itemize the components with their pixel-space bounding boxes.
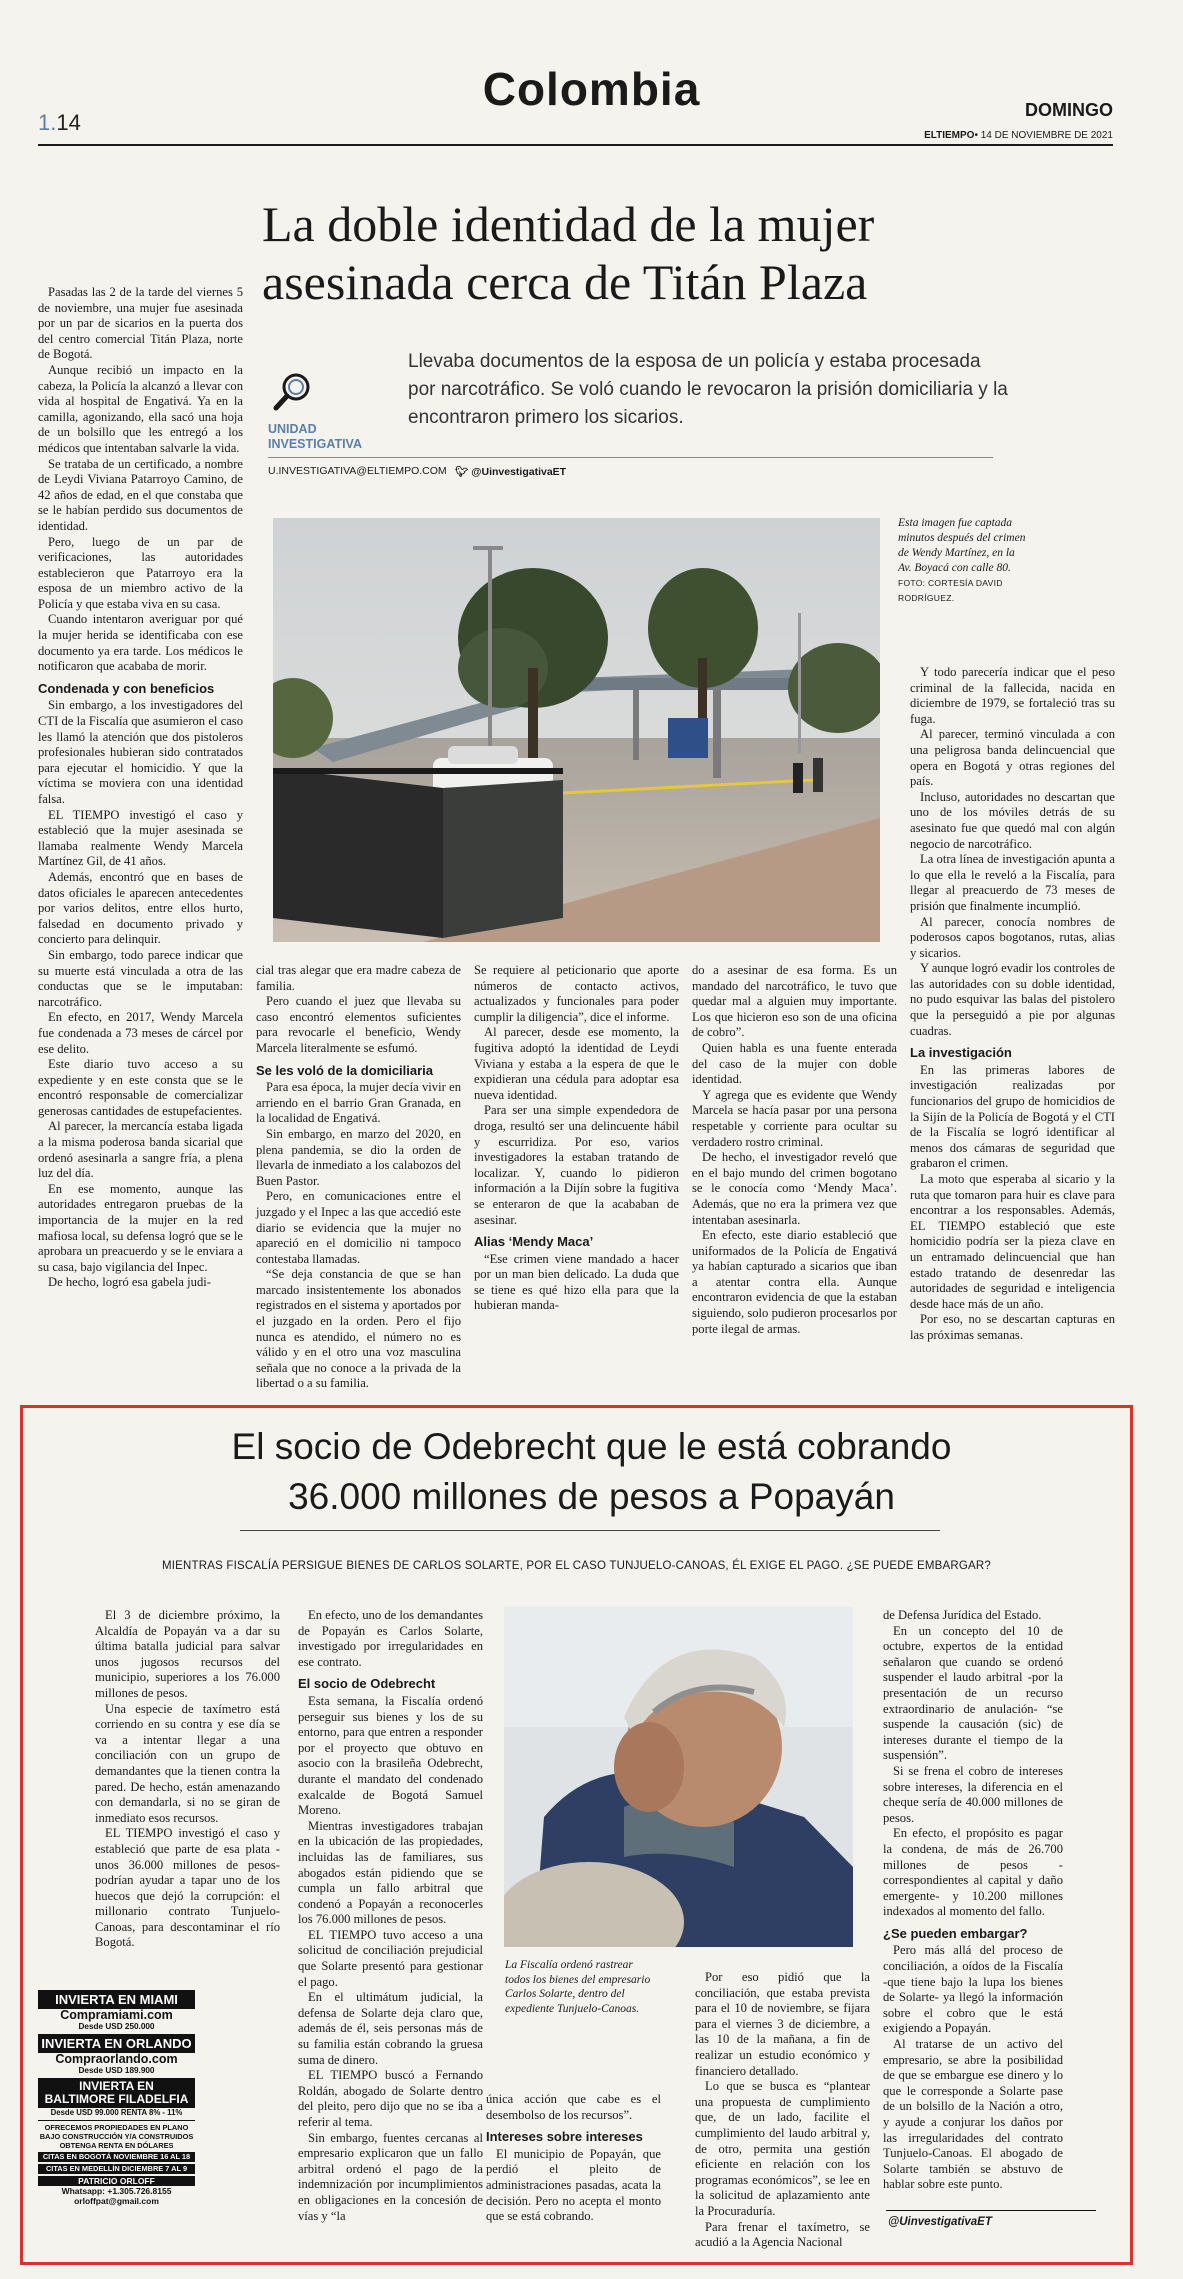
paragraph: Pasadas las 2 de la tarde del viernes 5 de noviembre, una mujer fue asesinada por un par de sicarios en la puerta dos del centro comercial Titán Plaza, norte de Bogotá. [38, 285, 243, 362]
paragraph: Al parecer, conocía nombres de poderosos capos bogotanos, rutas, alias y sicarios. [910, 914, 1115, 960]
paragraph: Aunque recibió un impacto en la cabeza, la Policía la alcanzó a llevar con vida al hospital de Engativá. Ya en la camilla, agonizando, ella sacó una hoja de un bolsillo que les entregó a los médicos que intentaban salvarle la vida. [38, 362, 243, 455]
caption-text: Esta imagen fue captada minutos después del crimen de Wendy Martínez, en la Av. Boyacá con calle 80. [898, 517, 1026, 574]
paragraph: En las primeras labores de investigación realizadas por funcionarios del grupo de homicidios de la Sijín de la Policía de Bogotá y el CTI de la Fiscalía se logró identificar al menos dos cámaras de seguridad que grabaron el crimen. [910, 1062, 1115, 1171]
paragraph: “Ese crimen viene mandado a hacer por un man bien delicado. La duda que se tiene es qué hizo ella para que la hubieran manda- [474, 1251, 679, 1313]
ad-whatsapp[interactable]: Whatsapp: +1.305.726.8155 [61, 2186, 172, 2196]
signature-rule [886, 2210, 1096, 2211]
subheading: El socio de Odebrecht [298, 1676, 436, 1692]
paragraph: De hecho, el investigador reveló que en el bajo mundo del crimen bogotano se le conocía como ‘Mendy Maca’. Además, que no era la primera vez que intentaban asesinarla. [692, 1150, 897, 1227]
box-rule [240, 1530, 940, 1531]
ad-bogota-dates: CITAS EN BOGOTÁ NOVIEMBRE 16 AL 18 [38, 2152, 195, 2162]
ad-baltimore-line: INVIERTA EN [79, 2079, 154, 2093]
page-number: 1.14 [38, 110, 81, 135]
ad-baltimore-line: BALTIMORE FILADELFIA [44, 2092, 189, 2106]
paragraph: Pero cuando el juez que llevaba su caso encontró elementos suficientes para revocarle el beneficio, Wendy Marcela literalmente se esfumó. [256, 994, 461, 1055]
ad-orlando-site[interactable]: Compraorlando.com [55, 2052, 178, 2066]
paragraph: cial tras alegar que era madre cabeza de familia. [256, 963, 461, 993]
paragraph: Sin embargo, fuentes cercanas al empresario explicaron que un fallo arbitral ordenó el pago de la indemnización por incumplimientos en obligaciones en la concesión de vías y “la [298, 2130, 483, 2223]
subheading: Condenada y con beneficios [38, 680, 215, 696]
paragraph: Por eso, no se descartan capturas en las próximas semanas. [910, 1312, 1115, 1342]
subheading: Se les voló de la domiciliaria [256, 1062, 434, 1078]
paragraph: Al parecer, la mercancía estaba ligada a la misma poderosa banda sicarial que ordenó asesinarla a sangre fría, a plena luz del día. [38, 1119, 243, 1181]
paragraph: Pero más allá del proceso de conciliación, a oídos de la Fiscalía -que tiene bajo la lupa los bienes de Solarte- ya llegó la información sobre el cobro que le está exigiendo a Popayán. [883, 1943, 1063, 2036]
paragraph: Incluso, autoridades no descartan que uno de los móviles detrás de su asesinato fue que quedó mal con algún negocio de narcotráfico. [910, 789, 1115, 851]
subheading: Intereses sobre intereses [486, 2129, 643, 2145]
article-standfirst: Llevaba documentos de la esposa de un policía y estaba procesada por narcotráfico. Se voló cuando le revocaron la prisión domiciliaria y la encontraron primero los sicarios. [408, 351, 1008, 428]
real-estate-ad [38, 1990, 195, 2252]
paragraph: EL TIEMPO buscó a Fernando Roldán, abogado de Solarte dentro del pleito, pero dijo que no se iba a referir al tema. [298, 2068, 483, 2129]
paragraph: Al parecer, terminó vinculada a con una peligrosa banda delincuencial que opera en Bogotá y otras regiones del país. [910, 727, 1115, 789]
ad-email[interactable]: orloffpat@gmail.com [74, 2196, 159, 2206]
paragraph: Esta semana, la Fiscalía ordenó perseguir sus bienes y los de su entorno, para que entren a responder por el proyecto que obtuvo en asocio con la brasileña Odebrecht, durante el mandato del condenado exalcalde de Bogotá Samuel Moreno. [298, 1693, 483, 1818]
paragraph: Cuando intentaron averiguar por qué la mujer herida se identificaba con ese documento ya era tarde. Los médicos le notificaron que acababa de morir. [38, 612, 243, 674]
paragraph: De hecho, logró esa gabela judi- [48, 1275, 211, 1290]
box-headline [60, 1422, 1123, 1522]
article-column-3 [474, 963, 679, 1314]
photo-caption [898, 516, 1028, 606]
header-rule [38, 144, 1113, 146]
paragraph: En ese momento, aunque las autoridades entregaron pruebas de la importancia de la mujer en la red mafiosa local, su defensa logró que se le aprobara un preacuerdo y se le enviara a su casa, bajo vigilancia del Inpec. [38, 1181, 243, 1274]
paragraph: En un concepto del 10 de octubre, expertos de la entidad señalaron que cuando se ordenó suspender el laudo arbitral -por la presentación de un recurso extraordinario de anulación- “se suspende la causación (sic) de intereses durante el tiempo de la suspensión”. [883, 1623, 1063, 1763]
unit-label-line: UNIDAD [268, 422, 317, 436]
ad-offer-line: BAJO CONSTRUCCIÓN Y/A CONSTRUIDOS [39, 2132, 194, 2141]
ad-baltimore-title [38, 2078, 195, 2108]
byline-rule [268, 457, 993, 458]
headline-line: asesinada cerca de Titán Plaza [262, 254, 868, 310]
paragraph: Y todo parecería indicar que el peso criminal de la fallecida, nacida en diciembre de 1979, se fortaleció tras su fuga. [910, 665, 1115, 726]
article-column-4 [692, 963, 897, 1337]
paragraph: Para esa época, la mujer decía vivir en arriendo en el barrio Gran Granada, en la localidad de Engativá. [256, 1080, 461, 1126]
paragraph: El municipio de Popayán, que perdió el pleito de administraciones pasadas, acata la decisión. Pero no acepta el monto que se está cobrando. [486, 2146, 661, 2224]
solarte-photo [504, 1607, 853, 1947]
paragraph: Lo que se busca es “plantear una propuesta de cumplimiento que, de un lado, facilite el cumplimiento del laudo arbitral y, de otro, permita una gestión eficiente en relación con los programas económicos”, se lee en la solicitud de aplazamiento ante la Procuraduría. [695, 2079, 870, 2218]
paragraph: Por eso pidió que la conciliación, que estaba prevista para el 10 de noviembre, se fijara para el viernes 3 de diciembre, a las 10 de la mañana, a fin de realizar un estudio económico y financiero detallado. [695, 1970, 870, 2078]
ad-contact-name: PATRICIO ORLOFF [38, 2176, 195, 2186]
ad-miami-price: Desde USD 250.000 [78, 2022, 155, 2031]
box-column-3 [486, 2092, 661, 2225]
paragraph: Se trataba de un certificado, a nombre de Leydi Viviana Patarroyo Camino, de 42 años de edad, en el que constaba que se le habían perdido sus documentos de identidad. [38, 456, 243, 533]
ad-orlando-title: INVIERTA EN ORLANDO [38, 2034, 195, 2053]
crime-scene-photo [273, 518, 880, 942]
paragraph: Si se frena el cobro de intereses sobre intereses, la diferencia en el cheque sería de 40.000 millones de pesos. [883, 1763, 1063, 1825]
paragraph: Al parecer, desde ese momento, la fugitiva adoptó la identidad de Leydi Viviana y estaba a la espera de que le expidieran una cédula para adoptar esa nueva identidad. [474, 1025, 679, 1102]
paragraph: Y aunque logró evadir los controles de las autoridades con su doble identidad, no pudo esquivar las balas del pistolero que la perseguidó a pie por algunas cuadras. [910, 961, 1115, 1038]
unit-label [268, 422, 362, 452]
paragraph: EL TIEMPO investigó el caso y estableció que la mujer asesinada se llamaba realmente Wendy Marcela Martínez Gil, de 41 años. [38, 807, 243, 869]
article-column-5 [910, 665, 1115, 1344]
photo-credit: FOTO: CORTESÍA DAVID RODRÍGUEZ. [898, 578, 1003, 603]
paragraph: Pero, en comunicaciones entre el juzgado y el Inpec a las que accedió este diario se evidencia que la mujer no apareció en el domicilio ni tampoco contestaba llamadas. [256, 1189, 461, 1266]
ad-baltimore-price: Desde USD 99.000 RENTA 8% - 11% [50, 2108, 183, 2117]
paragraph: Sin embargo, a los investigadores del CTI de la Fiscalía que asumieron el caso les llamó la atención que dos pistoleros profesionales hubieran sido contratados para ejecutar el homicidio. Y que la víctima se moviera con una identidad falsa. [38, 698, 243, 806]
paragraph: Sin embargo, en marzo del 2020, en plena pandemia, se dio la orden de llevarla de inmediato a los calabozos del Buen Pastor. [256, 1126, 461, 1188]
paragraph: única acción que cabe es el desembolso de los recursos”. [486, 2092, 661, 2122]
headline-line: El socio de Odebrecht que le está cobrando [231, 1426, 952, 1467]
paragraph: Una especie de taxímetro está corriendo en su contra y ese día se va a intentar llegar a una conciliación con un grupo de demandantes que la tienen contra la pared. De hecho, están amenazando con demandarla, si no se giran de inmediato esos recursos. [95, 1701, 280, 1825]
paragraph: La moto que esperaba al sicario y la ruta que tomaron para huir es clave para encontrar a los responsables. Además, EL TIEMPO estableció que este homicidio podría ser la pieza clave en un entramado delincuencial que han estado tratando de desenredar las autoridades de seguridad e inteligencia desde hace más de un año. [910, 1172, 1115, 1311]
subheading: La investigación [910, 1045, 1012, 1061]
twitter-icon: 🐦︎ [455, 466, 472, 478]
newspaper-name: ELTIEMPO [924, 130, 975, 141]
day-label: DOMINGO [1025, 100, 1113, 120]
paragraph: Para ser una simple expendedora de droga, resultó ser una delincuente hábil y escurridiza. Por eso, varios investigadores la estaban tratando de localizar. Y, cuando lo pidieron información a la Dijín sobre la fugitiva se enteraron de que la acababan de asesinar. [474, 1103, 679, 1227]
paragraph: EL TIEMPO tuvo acceso a una solicitud de conciliación prejudicial que Solarte presentó para gestionar el pago. [298, 1927, 483, 1989]
paragraph: “Se deja constancia de que se han marcado insistentemente los abonados registrados en el sistema y aportados por el juzgado en la orden. Pero el fijo nunca es atendido, el número no es válido y en el otro una voz masculina señala que no conoce a la privada de la libertad o a su familia. [256, 1267, 461, 1391]
box-kicker: MIENTRAS FISCALÍA PERSIGUE BIENES DE CARLOS SOLARTE, POR EL CASO TUNJUELO-CANOAS, ÉL EXIGE EL PAGO. ¿SE PUEDE EMBARGAR? [161, 1560, 991, 1572]
ad-offer-line: OBTENGA RENTA EN DÓLARES [59, 2141, 174, 2150]
paragraph: de Defensa Jurídica del Estado. [883, 1608, 1042, 1622]
box-column-4 [695, 1970, 870, 2251]
twitter-handle: @UinvestigativaET [471, 466, 567, 478]
article-column-1 [38, 285, 243, 1291]
article-headline [262, 195, 1122, 311]
byline-email[interactable]: U.INVESTIGATIVA@ELTIEMPO.COM [268, 465, 447, 477]
paragraph: Para frenar el taxímetro, se acudió a la Agencia Nacional [695, 2219, 870, 2250]
ad-medellin-dates: CITAS EN MEDELLÍN DICIEMBRE 7 AL 9 [38, 2164, 195, 2174]
paragraph: En efecto, uno de los demandantes de Popayán es Carlos Solarte, investigado por irregularidades en ese contrato. [298, 1608, 483, 1669]
subheading: Alias ‘Mendy Maca’ [474, 1234, 594, 1250]
ad-orlando-price: Desde USD 189.900 [78, 2066, 155, 2075]
paragraph: Al tratarse de un activo del empresario, se abre la posibilidad de que se embargue ese dinero y lo que le corresponde a Solarte pase de un bolsillo de la Nación a otro, y ayude a conjurar los daños por las irregularidades del contrato Tunjuelo-Canoas. El abogado de Solarte también se abstuvo de hablar sobre este punto. [883, 2037, 1063, 2192]
date-label: • 14 DE NOVIEMBRE DE 2021 [974, 130, 1113, 141]
paragraph: Este diario tuvo acceso a su expediente y en este consta que se le encontró responsable de comercializar generosas cantidades de estupefacientes. [38, 1057, 243, 1118]
subheading: ¿Se pueden embargar? [883, 1925, 1028, 1941]
box-column-5 [883, 1608, 1063, 2193]
ad-offer-line: OFRECEMOS PROPIEDADES EN PLANO [44, 2123, 189, 2132]
article-column-2 [256, 963, 461, 1392]
ad-rule [38, 2120, 195, 2121]
ad-miami-title: INVIERTA EN MIAMI [38, 1990, 195, 2009]
paragraph: En efecto, en 2017, Wendy Marcela fue condenada a 73 meses de cárcel por ese delito. [38, 1010, 243, 1056]
box-column-2 [298, 1608, 483, 2224]
unit-label-line: INVESTIGATIVA [268, 437, 362, 451]
photo-caption: La Fiscalía ordenó rastrear todos los bienes del empresario Carlos Solarte, dentro del expediente Tunjuelo-Canoas. [505, 1959, 651, 2015]
paragraph: Sin embargo, todo parece indicar que su muerte está vinculada a otra de las conductas que se le imputaban: narcotráfico. [38, 947, 243, 1009]
ad-miami-site[interactable]: Compramiami.com [60, 2008, 173, 2022]
dateline [924, 130, 1113, 141]
section-title: Colombia [482, 63, 701, 115]
paragraph: La otra línea de investigación apunta a lo que ella le reveló a la Fiscalía, para llegar al preacuerdo de 73 meses de prisión que finalmente incumplió. [910, 852, 1115, 913]
box-signature[interactable]: @UinvestigativaET [888, 2216, 992, 2228]
paragraph: EL TIEMPO investigó el caso y estableció que parte de esa plata -unos 36.000 millones de pesos- podrían ayudar a tapar uno de los huecos que dejó la corrupción: el millonario contrato Tunjuelo-Canoas, para descontaminar el río Bogotá. [95, 1826, 280, 1950]
paragraph: El 3 de diciembre próximo, la Alcaldía de Popayán va a dar su última batalla judicial para salvar unos jugosos recursos del municipio, superiores a los 76.000 millones de pesos. [95, 1608, 280, 1700]
paragraph: En efecto, el propósito es pagar la condena, de más de 26.700 millones de pesos -correspondientes al capital y daño emergente- y 10.200 millones indexados al momento del fallo. [883, 1826, 1063, 1919]
paragraph: En el ultimátum judicial, la defensa de Solarte deja claro que, además de él, seis personas más de su familia están cobrando la gruesa suma de dinero. [298, 1990, 483, 2067]
box-column-1 [95, 1608, 280, 1951]
headline-line: La doble identidad de la mujer [262, 196, 875, 252]
headline-line: 36.000 millones de pesos a Popayán [288, 1476, 895, 1517]
paragraph: Quien habla es una fuente enterada del caso de la mujer con doble identidad. [692, 1040, 897, 1087]
paragraph: Mientras investigadores trabajan en la ubicación de las propiedades, incluidas las de familiares, sus abogados están pidiendo que se cumpla un fallo arbitral que condenó a Popayán a reconocerles los 76.000 millones de pesos. [298, 1818, 483, 1927]
paragraph: Se requiere al peticionario que aporte números de contacto activos, actualizados y funcionales para poder cumplir la diligencia”, dice el informe. [474, 963, 679, 1024]
magnifier-icon [270, 370, 314, 414]
paragraph: En efecto, este diario estableció que uniformados de la Policía de Engativá ya habían capturado a sicarios que iban a atentar contra ella. Aunque encontraron evidencia de que la estaban siguiendo, solo pudieron procesarlos por porte ilegal de armas. [692, 1228, 897, 1336]
paragraph: Además, encontró que en bases de datos oficiales le aparecen antecedentes por varios delitos, entre ellos hurto, falsedad en documento privado y concierto para delinquir. [38, 869, 243, 947]
byline-twitter[interactable] [455, 465, 566, 478]
paragraph: Y agrega que es evidente que Wendy Marcela se hacía pasar por una persona respetable y corriente para ocultar su verdadero rostro criminal. [692, 1087, 897, 1149]
paragraph: Pero, luego de un par de verificaciones, las autoridades establecieron que Patarroyo era la esposa de un miembro activo de la Policía y que estaba viva en su casa. [38, 534, 243, 611]
paragraph: do a asesinar de esa forma. Es un mandado del narcotráfico, le tuvo que quedar mal a alguien muy importante. Los que hicieron eso son de una oficina de cobro”. [692, 963, 897, 1040]
